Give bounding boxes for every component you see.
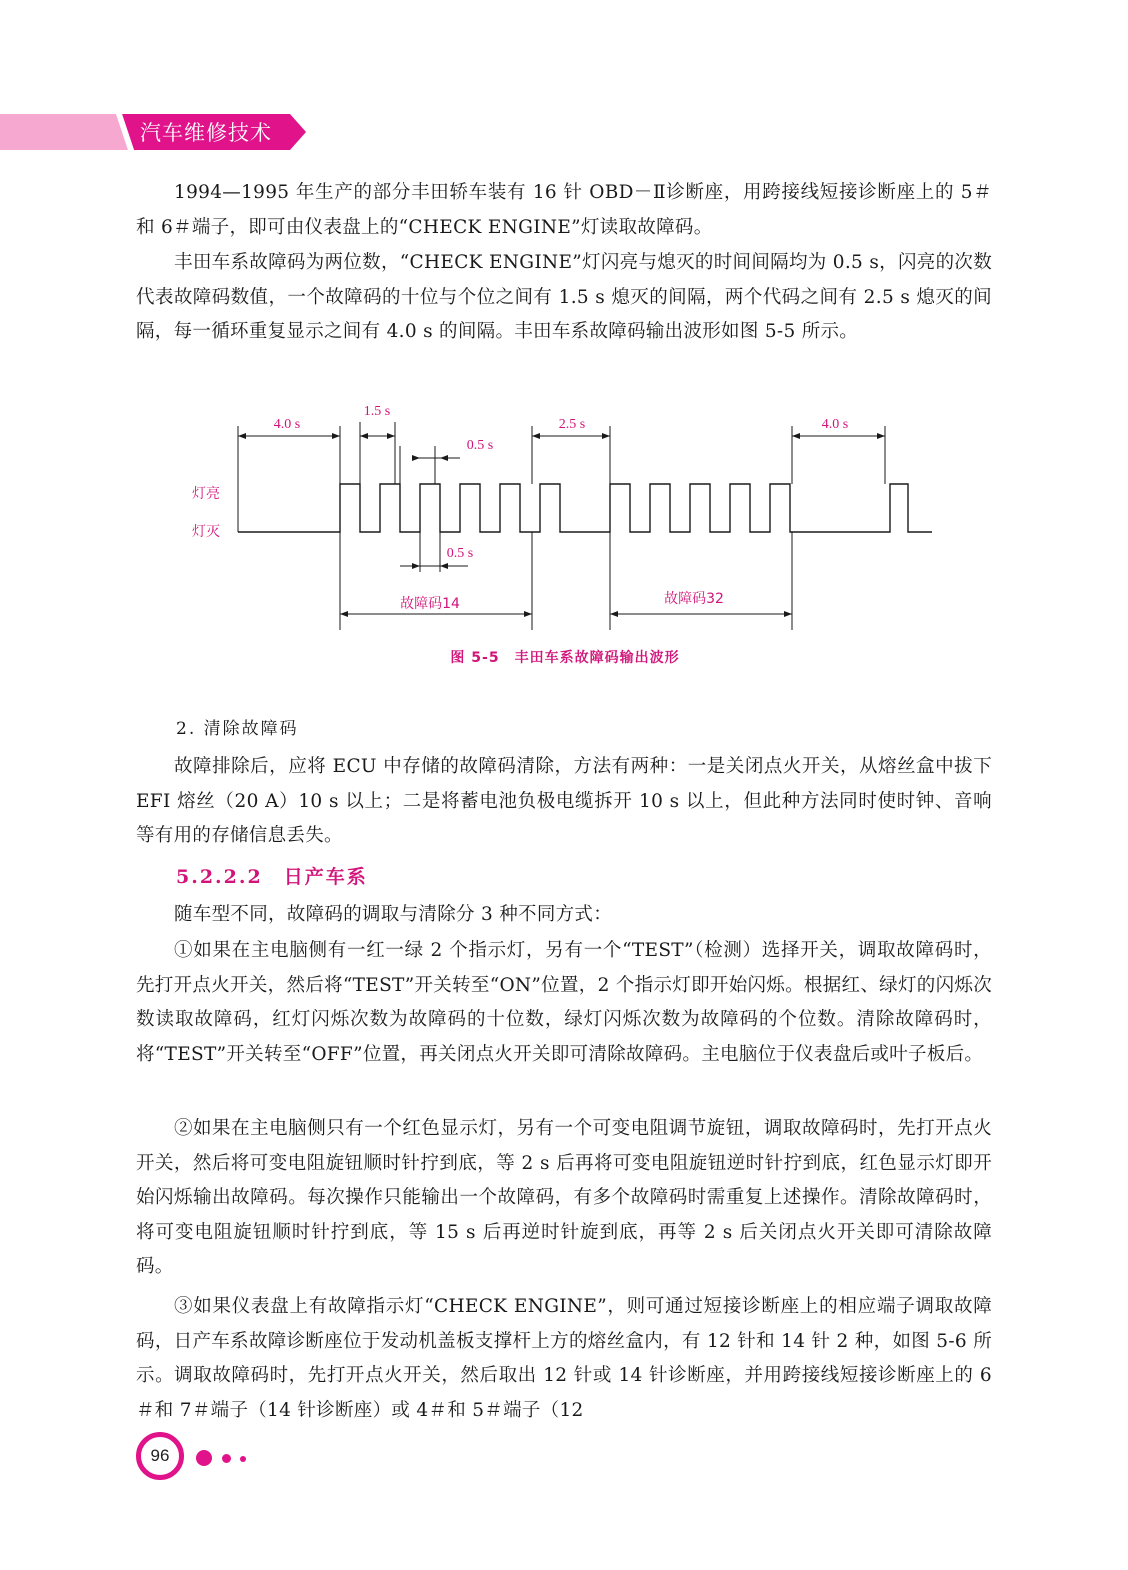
decor-dot-medium bbox=[222, 1454, 231, 1463]
running-header-title: 汽车维修技术 bbox=[140, 121, 272, 145]
dim-label-0-5s-bottom: 0.5 s bbox=[446, 546, 474, 561]
dim-label-2-5s: 2.5 s bbox=[558, 417, 586, 432]
subheading-clear-codes: 2. 清除故障码 bbox=[176, 719, 299, 739]
paragraph-toyota-code-timing: 丰田车系故障码为两位数，“CHECK ENGINE”灯闪亮与熄灭的时间间隔均为 0.5 s，闪亮的次数代表故障码数值，一个故障码的十位与个位之间有 1.5 s 熄灭的间隔，两个代码之间有 2.5 s 熄灭的间隔，每一循环重复显示之间有 4.0 s 的间隔。丰田车系故障码输出波形如图 5-5 所示。 bbox=[136, 252, 992, 343]
waveform-diagram bbox=[180, 396, 950, 636]
decor-dot-large bbox=[196, 1450, 212, 1466]
paragraph-method-2: ②如果在主电脑侧只有一个红色显示灯，另有一个可变电阻调节旋钮，调取故障码时，先打开点火开关，然后将可变电阻旋钮顺时针拧到底，等 2 s 后再将可变电阻旋钮逆时针拧到底，红色显示灯即开始闪烁输出故障码。每次操作只能输出一个故障码，有多个故障码时需重复上述操作。清除故障码时，将可变电阻旋钮顺时针拧到底，等 15 s 后再逆时针旋到底，再等 2 s 后关闭点火开关即可清除故障码。 bbox=[136, 1118, 992, 1278]
label-code-32: 故障码32 bbox=[664, 591, 724, 607]
paragraph-clear-methods: 故障排除后，应将 ECU 中存储的故障码清除，方法有两种：一是关闭点火开关，从熔丝盒中拔下 EFI 熔丝（20 A）10 s 以上；二是将蓄电池负极电缆拆开 10 s 以上，但此种方法同时使时钟、音响等有用的存储信息丢失。 bbox=[136, 756, 992, 847]
paragraph-method-3: ③如果仪表盘上有故障指示灯“CHECK ENGINE”，则可通过短接诊断座上的相应端子调取故障码，日产车系故障诊断座位于发动机盖板支撑杆上方的熔丝盒内，有 12 针和 14 针 2 种，如图 5-6 所示。调取故障码时，先打开点火开关，然后取出 12 针或 14 针诊断座，并用跨接线短接诊断座上的 6＃和 7＃端子（14 针诊断座）或 4＃和 5＃端子（12 bbox=[136, 1296, 992, 1421]
label-lamp-off: 灯灭 bbox=[192, 524, 220, 540]
paragraph-nissan-intro: 随车型不同，故障码的调取与清除分 3 种不同方式： bbox=[174, 904, 613, 925]
paragraph-method-1: ①如果在主电脑侧有一红一绿 2 个指示灯，另有一个“TEST”（检测）选择开关，调取故障码时，先打开点火开关，然后将“TEST”开关转至“ON”位置，2 个指示灯即开始闪烁。根据红、绿灯的闪烁次数读取故障码，红灯闪烁次数为故障码的十位数，绿灯闪烁次数为故障码的个位数。清除故障码时，将“TEST”开关转至“OFF”位置，再关闭点火开关即可清除故障码。主电脑位于仪表盘后或叶子板后。 bbox=[136, 940, 992, 1065]
paragraph-obd-ii: 1994—1995 年生产的部分丰田轿车装有 16 针 OBD－Ⅱ诊断座，用跨接线短接诊断座上的 5＃和 6＃端子，即可由仪表盘上的“CHECK ENGINE”灯读取故障码。 bbox=[136, 182, 992, 238]
label-lamp-on: 灯亮 bbox=[192, 486, 220, 502]
figure-5-5 bbox=[180, 396, 950, 686]
section-heading-nissan: 5.2.2.2 日产车系 bbox=[176, 866, 368, 888]
dim-label-0-5s-top: 0.5 s bbox=[466, 438, 494, 453]
page-number-badge: 96 bbox=[136, 1432, 184, 1480]
dim-label-1-5s: 1.5 s bbox=[363, 404, 391, 419]
decor-dot-small bbox=[240, 1456, 246, 1462]
dim-label-4s-left: 4.0 s bbox=[273, 417, 301, 432]
dim-label-4s-right: 4.0 s bbox=[821, 417, 849, 432]
waveform-signal bbox=[238, 484, 932, 532]
label-code-14: 故障码14 bbox=[400, 596, 460, 612]
figure-caption: 图 5-5 丰田车系故障码输出波形 bbox=[450, 650, 680, 666]
